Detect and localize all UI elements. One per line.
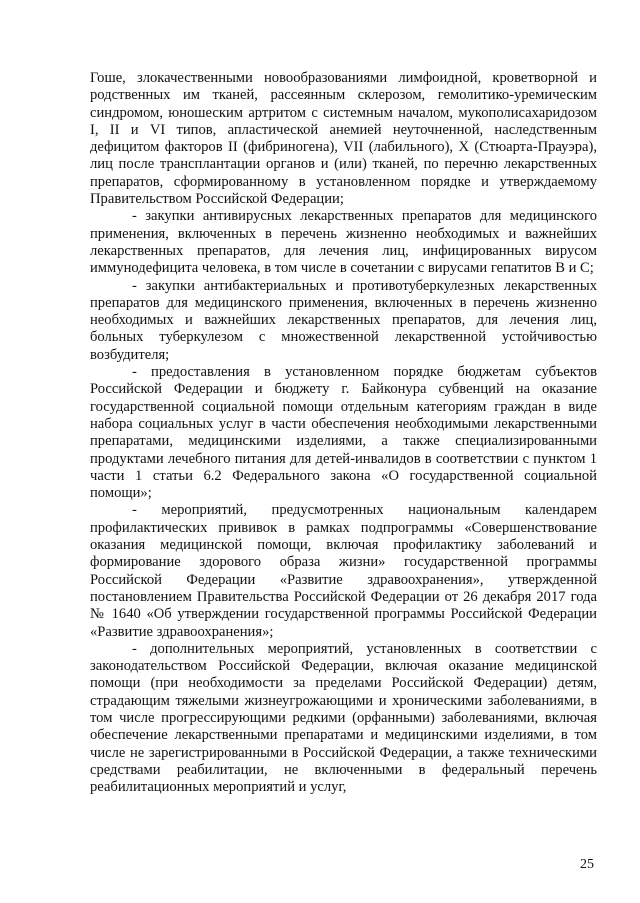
paragraph-continuation: Гоше, злокачественными новообразованиями лимфоидной, кроветворной и родственных им тканей, рассеянным склерозом, гемолитико-уремическим синдромом, юношеским артритом с системным началом, мукополисахаридозом I, II и VI типов, апластической анемией неуточненной, наследственным дефицитом факторов II (фибриногена), VII (лабильного), X (Стюарта-Прауэра), лиц после трансплантации органов и (или) тканей, по перечню лекарственных препаратов, сформированному в установленном порядке и утверждаемому Правительством Российской Федерации; — [90, 70, 597, 208]
paragraph-vaccination-calendar: - мероприятий, предусмотренных национальным календарем профилактических прививок в рамках подпрограммы «Совершенствование оказания медицинской помощи, включая профилактику заболеваний и формирование здорового образа жизни» государственной программы Российской Федерации «Развитие здравоохранения», утвержденной постановлением Правительства Российской Федерации от 26 декабря 2017 года № 1640 «Об утверждении государственной программы Российской Федерации «Развитие здравоохранения»; — [90, 502, 597, 640]
paragraph-additional-measures: - дополнительных мероприятий, установленных в соответствии с законодательством Российской Федерации, включая оказание медицинской помощи (при необходимости за пределами Российской Федерации) детям, страдающим тяжелыми жизнеугрожающими и хроническими заболеваниями, в том числе прогрессирующими редкими (орфанными) заболеваниями, включая обеспечение лекарственными препаратами и медицинскими изделиями, в том числе не зарегистрированными в Российской Федерации, а также техническими средствами реабилитации, не включенными в федеральный перечень реабилитационных мероприятий и услуг, — [90, 640, 597, 796]
document-body — [90, 70, 597, 796]
paragraph-antiviral-purchases: - закупки антивирусных лекарственных препаратов для медицинского применения, включенных в перечень жизненно необходимых и важнейших лекарственных препаратов, для лечения лиц, инфицированных вирусом иммунодефицита человека, в том числе в сочетании с вирусами гепатитов B и C; — [90, 208, 597, 277]
paragraph-antibacterial-purchases: - закупки антибактериальных и противотуберкулезных лекарственных препаратов для медицинского применения, включенных в перечень жизненно необходимых и важнейших лекарственных препаратов, для лечения лиц, больных туберкулезом с множественной лекарственной устойчивостью возбудителя; — [90, 277, 597, 363]
paragraph-subventions: - предоставления в установленном порядке бюджетам субъектов Российской Федерации и бюджету г. Байконура субвенций на оказание государственной социальной помощи отдельным категориям граждан в виде набора социальных услуг в части обеспечения необходимыми лекарственными препаратами, медицинскими изделиями, а также специализированными продуктами лечебного питания для детей-инвалидов в соответствии с пунктом 1 части 1 статьи 6.2 Федерального закона «О государственной социальной помощи»; — [90, 364, 597, 502]
page-number: 25 — [580, 857, 594, 872]
